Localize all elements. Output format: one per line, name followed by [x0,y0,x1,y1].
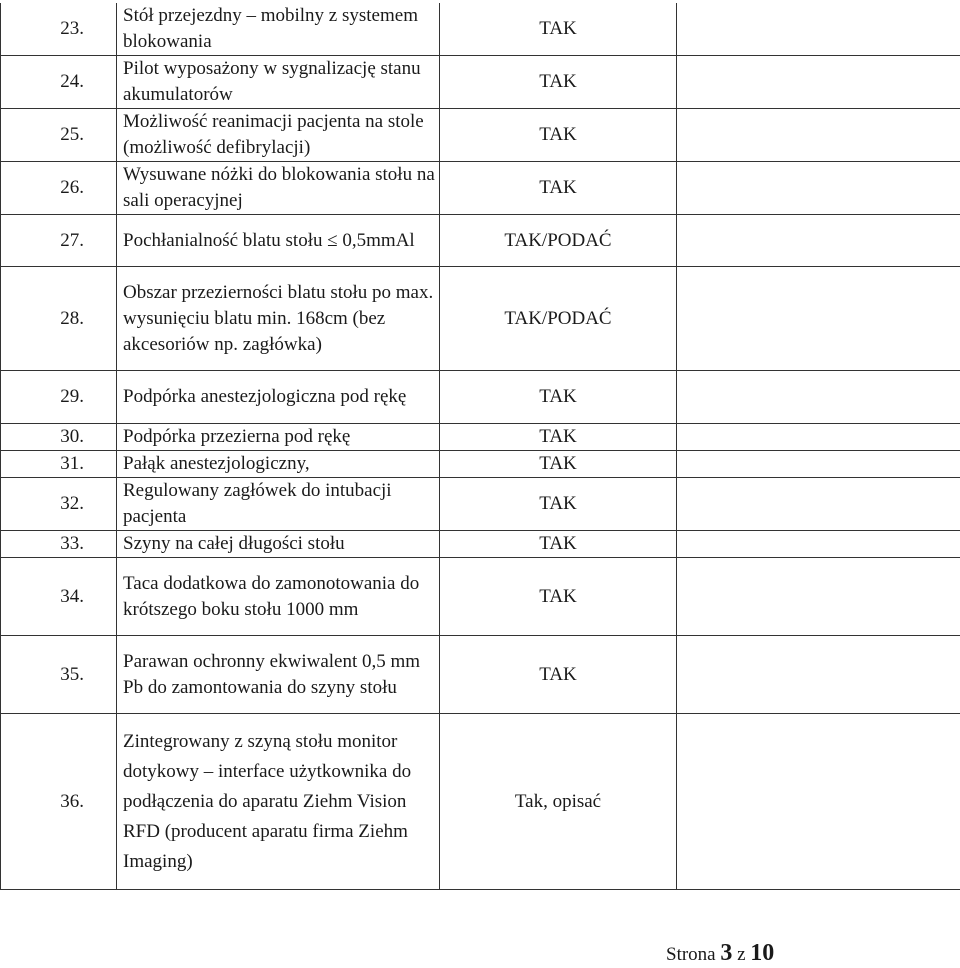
row-offered-value [677,56,960,109]
row-description: Możliwość reanimacji pacjenta na stole (możliwość defibrylacji) [117,109,440,162]
row-required-value: TAK/PODAĆ [440,267,677,371]
row-number: 33. [1,531,117,558]
table-row [1,531,960,558]
table-row [1,267,960,371]
row-required-value: TAK [440,56,677,109]
table-row [1,109,960,162]
table-row [1,636,960,714]
row-offered-value [677,451,960,478]
row-offered-value [677,162,960,215]
row-number: 28. [1,267,117,371]
row-description: Obszar przezierności blatu stołu po max. wysunięciu blatu min. 168cm (bez akcesoriów np. zagłówka) [117,267,440,371]
row-description: Szyny na całej długości stołu [117,531,440,558]
row-number: 30. [1,424,117,451]
current-page: 3 [720,940,733,966]
row-required-value: Tak, opisać [440,714,677,890]
table-row [1,451,960,478]
row-description: Stół przejezdny – mobilny z systemem blokowania [117,3,440,56]
page-number-footer [666,940,774,967]
row-description: Parawan ochronny ekwiwalent 0,5 mm Pb do zamontowania do szyny stołu [117,636,440,714]
row-description: Regulowany zagłówek do intubacji pacjenta [117,478,440,531]
table-row [1,424,960,451]
table-row [1,558,960,636]
row-required-value: TAK [440,478,677,531]
table-row [1,3,960,56]
row-number: 34. [1,558,117,636]
table-row [1,714,960,890]
row-number: 35. [1,636,117,714]
row-offered-value [677,371,960,424]
row-number: 29. [1,371,117,424]
row-description: Podpórka przezierna pod rękę [117,424,440,451]
row-offered-value [677,3,960,56]
table-row [1,215,960,267]
row-required-value: TAK [440,109,677,162]
row-required-value: TAK [440,531,677,558]
row-offered-value [677,267,960,371]
row-offered-value [677,215,960,267]
page-separator: z [737,944,746,965]
row-description: Wysuwane nóżki do blokowania stołu na sali operacyjnej [117,162,440,215]
row-required-value: TAK [440,371,677,424]
row-number: 26. [1,162,117,215]
row-description: Pilot wyposażony w sygnalizację stanu akumulatorów [117,56,440,109]
row-required-value: TAK [440,558,677,636]
row-required-value: TAK [440,451,677,478]
row-number: 23. [1,3,117,56]
row-offered-value [677,424,960,451]
row-description: Pochłanialność blatu stołu ≤ 0,5mmAl [117,215,440,267]
table-row [1,478,960,531]
table-row [1,56,960,109]
specification-table [0,3,960,890]
row-description: Taca dodatkowa do zamonotowania do krótszego boku stołu 1000 mm [117,558,440,636]
page-label: Strona [666,944,716,965]
row-number: 36. [1,714,117,890]
row-offered-value [677,478,960,531]
row-description: Pałąk anestezjologiczny, [117,451,440,478]
row-offered-value [677,636,960,714]
row-offered-value [677,531,960,558]
row-required-value: TAK [440,3,677,56]
row-offered-value [677,558,960,636]
row-description: Podpórka anestezjologiczna pod rękę [117,371,440,424]
row-required-value: TAK [440,162,677,215]
row-number: 32. [1,478,117,531]
row-number: 25. [1,109,117,162]
table-row [1,162,960,215]
total-pages: 10 [750,940,775,966]
row-offered-value [677,714,960,890]
row-required-value: TAK/PODAĆ [440,215,677,267]
row-offered-value [677,109,960,162]
row-number: 27. [1,215,117,267]
row-number: 31. [1,451,117,478]
row-required-value: TAK [440,424,677,451]
row-required-value: TAK [440,636,677,714]
row-number: 24. [1,56,117,109]
row-description: Zintegrowany z szyną stołu monitor dotykowy – interface użytkownika do podłączenia do aparatu Ziehm Vision RFD (producent aparatu firma Ziehm Imaging) [117,714,440,890]
table-row [1,371,960,424]
